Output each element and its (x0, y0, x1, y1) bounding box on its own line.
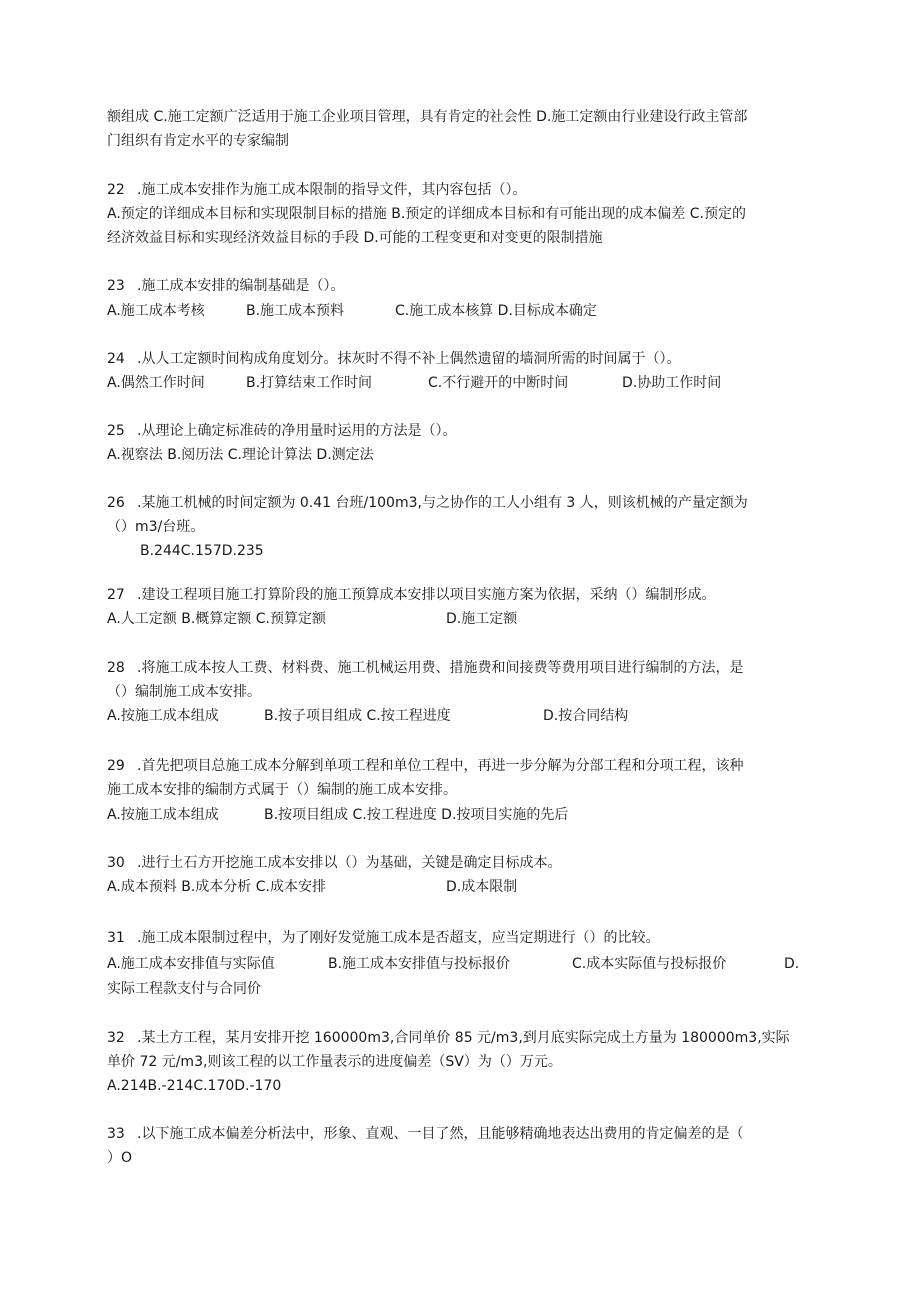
question-number: 27 (107, 587, 125, 603)
question-26-cont: （）m3/台班。 (107, 519, 205, 535)
question-32-cont: 单价 72 元/m3,则该工程的以工作量表示的进度偏差（SV）为（）万元。 (107, 1054, 562, 1070)
intro-line-2: 门组织有肯定水平的专家编制 (107, 133, 289, 149)
question-23 (107, 276, 344, 296)
question-33 (107, 1124, 743, 1144)
question-text: .将施工成本按人工费、材料费、施工机械运用费、措施费和间接费等费用项目进行编制的方法，是 (137, 660, 744, 676)
question-22-options-line-1: A.预定的详细成本目标和实现限制目标的措施 B.预定的详细成本目标和有可能出现的成本偏差 C.预定的 (107, 206, 746, 222)
option-a-b-c: A.人工定额 B.概算定额 C.预算定额 (107, 611, 326, 627)
option-d: D.成本限制 (446, 879, 518, 895)
options: A.视察法 B.阅历法 C.理论计算法 D.测定法 (107, 447, 374, 463)
question-22-options-line-2: 经济效益目标和实现经济效益目标的手段 D.可能的工程变更和对变更的限制措施 (107, 230, 603, 246)
option-a: A.按施工成本组成 (107, 708, 219, 724)
option-a: A.施工成本安排值与实际值 (107, 956, 275, 972)
question-number: 33 (107, 1126, 125, 1142)
question-32 (107, 1028, 790, 1048)
option-a: A.按施工成本组成 (107, 807, 219, 823)
option-b-c-d: B.按项目组成 C.按工程进度 D.按项目实施的先后 (264, 807, 569, 823)
option-b: B.施工成本预料 (246, 303, 345, 319)
option-a: A.偶然工作时间 (107, 375, 205, 391)
question-22 (107, 180, 526, 200)
question-number: 29 (107, 758, 125, 774)
question-28 (107, 658, 743, 678)
option-b: B.打算结束工作时间 (246, 375, 373, 391)
question-26 (107, 493, 748, 513)
question-25 (107, 421, 456, 441)
question-number: 30 (107, 855, 125, 871)
option-a-b-c: A.成本预料 B.成本分析 C.成本安排 (107, 879, 326, 895)
question-29 (107, 756, 743, 776)
question-27 (107, 585, 715, 605)
question-number: 23 (107, 278, 125, 294)
option-a: A.施工成本考核 (107, 303, 205, 319)
question-text: .从理论上确定标准砖的净用量时运用的方法是（）。 (137, 423, 457, 439)
question-30 (107, 853, 561, 873)
question-number: 32 (107, 1030, 125, 1046)
question-number: 24 (107, 351, 125, 367)
question-text: .从人工定额时间构成角度划分。抹灰时不得不补上偶然遗留的墙洞所需的时间属于（）。 (137, 351, 681, 367)
question-text: .某土方工程，某月安排开挖 160000m3,合同单价 85 元/m3,到月底实际完成土方量为 180000m3,实际 (137, 1030, 790, 1046)
question-text: .施工成本安排的编制基础是（）。 (137, 278, 345, 294)
question-text: .首先把项目总施工成本分解到单项工程和单位工程中，再进一步分解为分部工程和分项工程，该种 (137, 758, 744, 774)
option-d: D.协助工作时间 (622, 375, 722, 391)
options: B.244C.157D.235 (140, 543, 264, 559)
question-number: 28 (107, 660, 125, 676)
option-d-label: D. (784, 956, 800, 972)
question-number: 26 (107, 495, 125, 511)
question-24 (107, 349, 680, 369)
intro-line-1: 额组成 C.施工定额广泛适用于施工企业项目管理，具有肯定的社会性 D.施工定额由行业建设行政主管部 (107, 109, 748, 125)
question-text: .以下施工成本偏差分析法中，形象、直观、一目了然，且能够精确地表达出费用的肯定偏差的是（ (137, 1126, 744, 1142)
option-d-text: 实际工程款支付与合同价 (107, 981, 261, 997)
question-29-cont: 施工成本安排的编制方式属于（）编制的施工成本安排。 (107, 782, 457, 798)
option-b-c: B.按子项目组成 C.按工程进度 (264, 708, 451, 724)
option-d: D.按合同结构 (543, 708, 629, 724)
options: A.214B.-214C.170D.-170 (107, 1078, 282, 1094)
question-33-cont: ）O (107, 1150, 133, 1166)
question-text: .施工成本安排作为施工成本限制的指导文件，其内容包括（）。 (137, 182, 527, 198)
option-d: D.施工定额 (446, 611, 518, 627)
question-text: .进行土石方开挖施工成本安排以（）为基础，关键是确定目标成本。 (137, 855, 562, 871)
question-text: .建设工程项目施工打算阶段的施工预算成本安排以项目实施方案为依据，采纳（）编制形成。 (137, 587, 716, 603)
option-c: C.不行避开的中断时间 (428, 375, 569, 391)
question-text: .某施工机械的时间定额为 0.41 台班/100m3,与之协作的工人小组有 3 人，则该机械的产量定额为 (137, 495, 748, 511)
option-b: B.施工成本安排值与投标报价 (328, 956, 511, 972)
question-number: 25 (107, 423, 125, 439)
question-text: .施工成本限制过程中，为了刚好发觉施工成本是否超支，应当定期进行（）的比较。 (137, 930, 660, 946)
question-number: 22 (107, 182, 125, 198)
option-c: C.成本实际值与投标报价 (572, 956, 727, 972)
question-number: 31 (107, 930, 125, 946)
question-31 (107, 928, 659, 948)
question-28-cont: （）编制施工成本安排。 (107, 684, 261, 700)
option-c-d: C.施工成本核算 D.目标成本确定 (395, 303, 597, 319)
